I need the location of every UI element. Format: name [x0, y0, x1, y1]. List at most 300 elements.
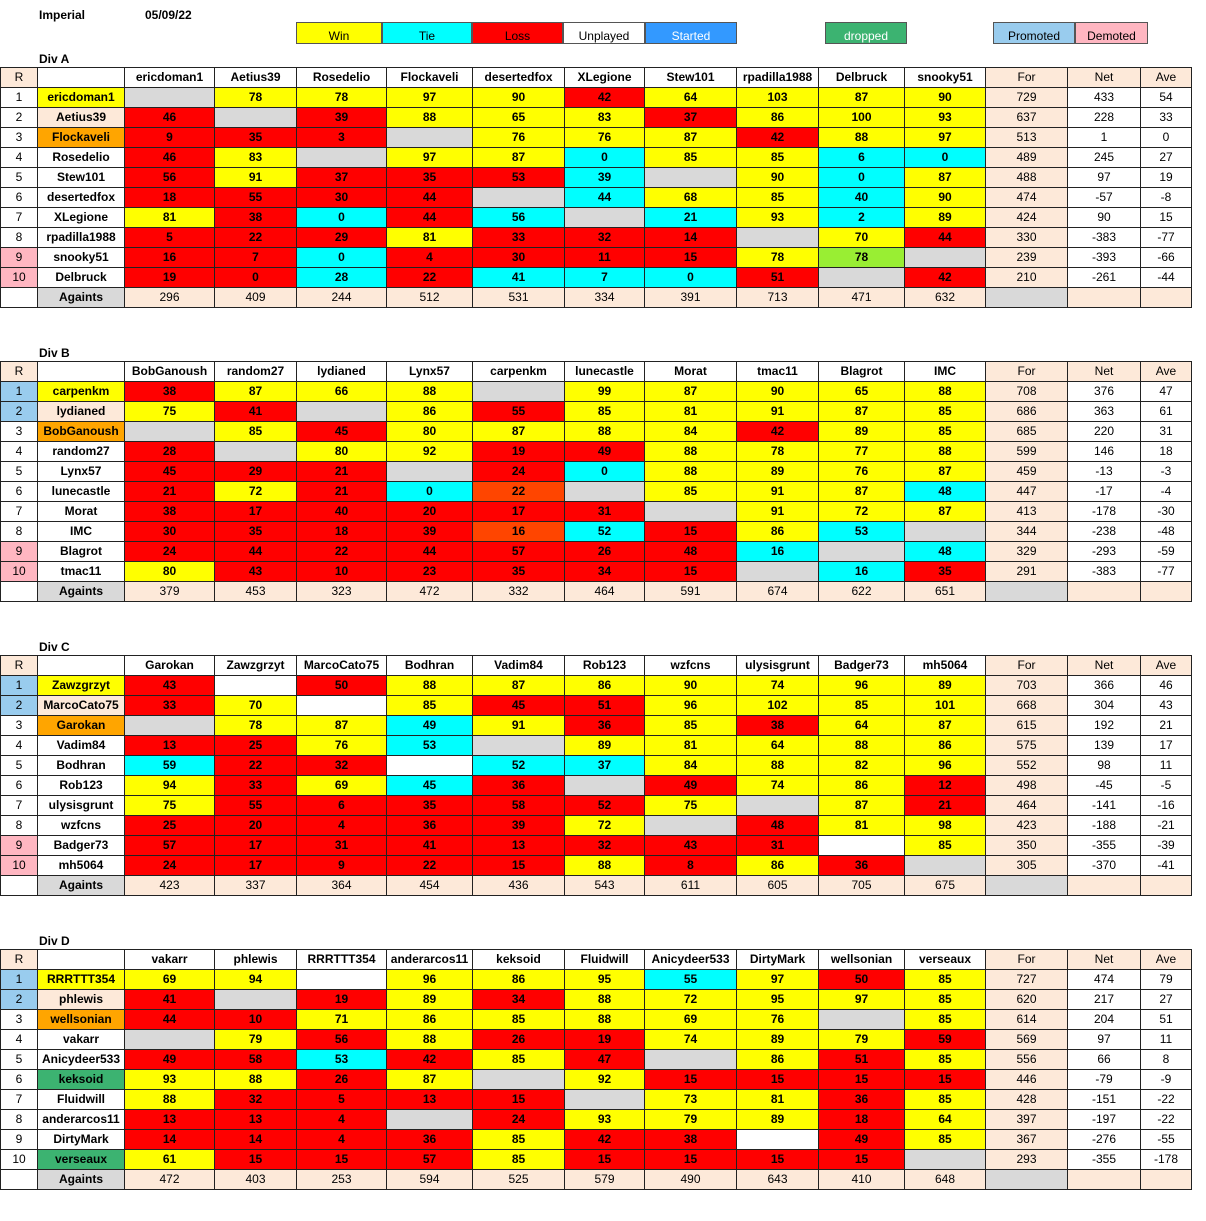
score-cell — [737, 1130, 819, 1150]
score-cell: 42 — [565, 1130, 645, 1150]
score-cell: 35 — [215, 522, 297, 542]
player-name: BobGanoush — [38, 422, 125, 442]
player-name: Lynx57 — [38, 462, 125, 482]
header-row — [1, 362, 1192, 382]
header-row — [1, 656, 1192, 676]
score-cell: 85 — [565, 402, 645, 422]
score-cell: 85 — [645, 716, 737, 736]
score-cell: 15 — [819, 1150, 905, 1170]
score-cell: 93 — [737, 208, 819, 228]
againts-cell: 648 — [905, 1170, 986, 1190]
score-cell — [737, 228, 819, 248]
ave-header: Ave — [1141, 656, 1192, 676]
againts-cell: 391 — [645, 288, 737, 308]
player-name: phlewis — [38, 990, 125, 1010]
table-row — [1, 402, 1192, 422]
score-cell: 95 — [737, 990, 819, 1010]
score-cell: 84 — [645, 422, 737, 442]
column-header: Bodhran — [387, 656, 473, 676]
player-name: Morat — [38, 502, 125, 522]
ave-cell: -77 — [1141, 562, 1192, 582]
net-header: Net — [1068, 950, 1141, 970]
score-cell: 86 — [473, 970, 565, 990]
score-cell: 76 — [819, 462, 905, 482]
score-cell: 86 — [737, 1050, 819, 1070]
score-cell: 87 — [905, 168, 986, 188]
table-row — [1, 836, 1192, 856]
score-cell: 87 — [215, 382, 297, 402]
score-cell: 15 — [905, 1070, 986, 1090]
score-cell: 18 — [297, 522, 387, 542]
score-cell: 44 — [125, 1010, 215, 1030]
score-cell: 2 — [819, 208, 905, 228]
column-header: Flockaveli — [387, 68, 473, 88]
score-cell: 89 — [819, 422, 905, 442]
score-cell: 12 — [905, 776, 986, 796]
score-cell: 19 — [125, 268, 215, 288]
player-name: lunecastle — [38, 482, 125, 502]
table-row — [1, 482, 1192, 502]
table-row — [1, 716, 1192, 736]
score-cell: 31 — [297, 836, 387, 856]
rank-cell: 8 — [1, 522, 38, 542]
ave-cell: 51 — [1141, 1010, 1192, 1030]
for-cell: 513 — [986, 128, 1068, 148]
score-cell: 0 — [215, 268, 297, 288]
for-cell: 464 — [986, 796, 1068, 816]
player-name: ulysisgrunt — [38, 796, 125, 816]
score-cell: 42 — [565, 88, 645, 108]
column-header: phlewis — [215, 950, 297, 970]
table-row — [1, 148, 1192, 168]
score-cell: 93 — [905, 108, 986, 128]
score-cell: 36 — [473, 776, 565, 796]
player-name: vakarr — [38, 1030, 125, 1050]
rank-cell: 7 — [1, 502, 38, 522]
score-cell: 64 — [819, 716, 905, 736]
net-cell: -383 — [1068, 228, 1141, 248]
score-cell: 41 — [473, 268, 565, 288]
rank-header: R — [1, 950, 38, 970]
score-cell — [473, 1070, 565, 1090]
score-cell: 21 — [297, 482, 387, 502]
score-cell: 87 — [645, 128, 737, 148]
net-cell: -261 — [1068, 268, 1141, 288]
againts-net-blank — [1068, 288, 1141, 308]
score-cell: 85 — [905, 1090, 986, 1110]
ave-cell: 61 — [1141, 402, 1192, 422]
table-row — [1, 562, 1192, 582]
score-cell: 40 — [297, 502, 387, 522]
ave-cell: -30 — [1141, 502, 1192, 522]
againts-cell: 323 — [297, 582, 387, 602]
score-cell: 41 — [125, 990, 215, 1010]
rank-cell: 8 — [1, 816, 38, 836]
score-cell: 56 — [473, 208, 565, 228]
score-cell: 89 — [387, 990, 473, 1010]
score-cell: 48 — [737, 816, 819, 836]
score-cell: 53 — [473, 168, 565, 188]
for-cell: 729 — [986, 88, 1068, 108]
net-cell: 97 — [1068, 1030, 1141, 1050]
for-cell: 291 — [986, 562, 1068, 582]
net-cell: 139 — [1068, 736, 1141, 756]
againts-cell: 296 — [125, 288, 215, 308]
for-cell: 637 — [986, 108, 1068, 128]
score-cell: 89 — [737, 462, 819, 482]
score-cell: 87 — [905, 716, 986, 736]
column-header: Badger73 — [819, 656, 905, 676]
score-cell: 17 — [215, 502, 297, 522]
score-cell — [215, 442, 297, 462]
rank-cell: 7 — [1, 1090, 38, 1110]
rank-cell: 4 — [1, 736, 38, 756]
againts-cell: 409 — [215, 288, 297, 308]
column-header: Garokan — [125, 656, 215, 676]
rank-cell: 5 — [1, 168, 38, 188]
score-cell: 88 — [819, 736, 905, 756]
net-cell: -45 — [1068, 776, 1141, 796]
column-header: XLegione — [565, 68, 645, 88]
score-cell: 33 — [473, 228, 565, 248]
score-cell: 72 — [645, 990, 737, 1010]
player-name: desertedfox — [38, 188, 125, 208]
score-cell: 75 — [645, 796, 737, 816]
score-cell: 17 — [215, 856, 297, 876]
score-cell — [215, 108, 297, 128]
score-cell — [819, 268, 905, 288]
player-name: mh5064 — [38, 856, 125, 876]
player-name: wellsonian — [38, 1010, 125, 1030]
score-cell — [905, 522, 986, 542]
table-row — [1, 736, 1192, 756]
score-cell: 101 — [905, 696, 986, 716]
rank-cell: 3 — [1, 1010, 38, 1030]
score-cell: 80 — [297, 442, 387, 462]
score-cell: 44 — [387, 208, 473, 228]
score-cell: 87 — [819, 482, 905, 502]
ave-cell: 54 — [1141, 88, 1192, 108]
score-cell: 85 — [645, 148, 737, 168]
score-cell: 37 — [565, 756, 645, 776]
for-cell: 614 — [986, 1010, 1068, 1030]
score-cell: 10 — [215, 1010, 297, 1030]
table-row — [1, 268, 1192, 288]
column-header: rpadilla1988 — [737, 68, 819, 88]
for-cell: 620 — [986, 990, 1068, 1010]
score-cell: 20 — [387, 502, 473, 522]
score-cell: 102 — [737, 696, 819, 716]
score-cell: 90 — [905, 88, 986, 108]
score-cell: 70 — [819, 228, 905, 248]
againts-cell: 591 — [645, 582, 737, 602]
score-cell: 96 — [387, 970, 473, 990]
againts-cell: 594 — [387, 1170, 473, 1190]
score-cell: 0 — [819, 168, 905, 188]
net-header: Net — [1068, 362, 1141, 382]
for-header: For — [986, 68, 1068, 88]
score-cell: 51 — [737, 268, 819, 288]
ave-cell: -9 — [1141, 1070, 1192, 1090]
score-cell — [645, 1050, 737, 1070]
score-cell: 78 — [737, 248, 819, 268]
player-name: Rosedelio — [38, 148, 125, 168]
rank-header: R — [1, 68, 38, 88]
againts-ave-blank — [1141, 1170, 1192, 1190]
score-cell: 58 — [215, 1050, 297, 1070]
ave-cell: 79 — [1141, 970, 1192, 990]
for-cell: 575 — [986, 736, 1068, 756]
table-row — [1, 1050, 1192, 1070]
rank-cell: 9 — [1, 248, 38, 268]
table-row — [1, 1030, 1192, 1050]
score-cell: 87 — [387, 1070, 473, 1090]
score-cell: 45 — [473, 696, 565, 716]
score-cell: 26 — [297, 1070, 387, 1090]
againts-label: Againts — [38, 1170, 125, 1190]
player-name: random27 — [38, 442, 125, 462]
score-cell: 103 — [737, 88, 819, 108]
score-cell: 89 — [905, 208, 986, 228]
againts-cell: 512 — [387, 288, 473, 308]
column-header: desertedfox — [473, 68, 565, 88]
rank-cell: 1 — [1, 88, 38, 108]
ave-cell: -41 — [1141, 856, 1192, 876]
score-cell: 98 — [905, 816, 986, 836]
rank-cell: 9 — [1, 542, 38, 562]
score-cell: 15 — [645, 562, 737, 582]
for-header: For — [986, 656, 1068, 676]
againts-cell: 622 — [819, 582, 905, 602]
score-cell: 90 — [645, 676, 737, 696]
score-cell: 88 — [387, 676, 473, 696]
for-cell: 552 — [986, 756, 1068, 776]
net-cell: -188 — [1068, 816, 1141, 836]
score-cell: 92 — [387, 442, 473, 462]
score-cell: 87 — [473, 148, 565, 168]
score-cell: 32 — [565, 228, 645, 248]
score-cell: 85 — [905, 970, 986, 990]
score-cell: 40 — [819, 188, 905, 208]
net-cell: -238 — [1068, 522, 1141, 542]
score-cell — [565, 1090, 645, 1110]
score-cell: 25 — [215, 736, 297, 756]
column-header: BobGanoush — [125, 362, 215, 382]
score-cell: 59 — [125, 756, 215, 776]
ave-cell: -77 — [1141, 228, 1192, 248]
score-cell: 70 — [215, 696, 297, 716]
name-header — [38, 950, 125, 970]
score-cell: 44 — [905, 228, 986, 248]
score-cell: 20 — [215, 816, 297, 836]
column-header: carpenkm — [473, 362, 565, 382]
score-cell: 88 — [819, 128, 905, 148]
againts-spacer — [1, 582, 38, 602]
player-name: Flockaveli — [38, 128, 125, 148]
score-cell: 59 — [905, 1030, 986, 1050]
score-cell: 88 — [565, 1010, 645, 1030]
againts-ave-blank — [1141, 582, 1192, 602]
header-row — [1, 68, 1192, 88]
column-header: Rob123 — [565, 656, 645, 676]
score-cell: 74 — [645, 1030, 737, 1050]
score-cell: 89 — [565, 736, 645, 756]
score-cell: 90 — [737, 382, 819, 402]
table-row — [1, 248, 1192, 268]
net-cell: -383 — [1068, 562, 1141, 582]
rank-cell: 4 — [1, 148, 38, 168]
score-cell: 76 — [473, 128, 565, 148]
net-cell: 363 — [1068, 402, 1141, 422]
rank-cell: 6 — [1, 1070, 38, 1090]
ave-cell: -48 — [1141, 522, 1192, 542]
score-cell: 0 — [565, 462, 645, 482]
score-cell: 26 — [473, 1030, 565, 1050]
table-row — [1, 382, 1192, 402]
againts-cell: 675 — [905, 876, 986, 896]
score-cell: 95 — [565, 970, 645, 990]
score-cell: 4 — [297, 816, 387, 836]
table-row — [1, 1110, 1192, 1130]
againts-for-blank — [986, 876, 1068, 896]
rank-cell: 6 — [1, 188, 38, 208]
score-cell: 79 — [819, 1030, 905, 1050]
table-row — [1, 522, 1192, 542]
score-cell: 30 — [473, 248, 565, 268]
score-cell: 35 — [473, 562, 565, 582]
againts-cell: 531 — [473, 288, 565, 308]
for-cell: 367 — [986, 1130, 1068, 1150]
score-cell: 87 — [473, 422, 565, 442]
player-name: Aetius39 — [38, 108, 125, 128]
score-cell — [645, 816, 737, 836]
division-table — [0, 655, 1192, 896]
score-cell: 77 — [819, 442, 905, 462]
division-table — [0, 67, 1192, 308]
column-header: Aetius39 — [215, 68, 297, 88]
score-cell: 93 — [125, 1070, 215, 1090]
againts-cell: 464 — [565, 582, 645, 602]
legend-dropped: dropped — [825, 22, 907, 44]
score-cell — [297, 402, 387, 422]
score-cell: 15 — [645, 248, 737, 268]
score-cell — [387, 462, 473, 482]
score-cell: 36 — [387, 816, 473, 836]
rank-cell: 7 — [1, 208, 38, 228]
name-header — [38, 656, 125, 676]
for-cell: 350 — [986, 836, 1068, 856]
score-cell: 57 — [125, 836, 215, 856]
score-cell: 87 — [297, 716, 387, 736]
score-cell: 52 — [473, 756, 565, 776]
rank-cell: 4 — [1, 1030, 38, 1050]
score-cell: 90 — [737, 168, 819, 188]
net-cell: 1 — [1068, 128, 1141, 148]
for-cell: 556 — [986, 1050, 1068, 1070]
score-cell — [819, 836, 905, 856]
player-name: Garokan — [38, 716, 125, 736]
for-cell: 668 — [986, 696, 1068, 716]
column-header: ulysisgrunt — [737, 656, 819, 676]
score-cell: 69 — [297, 776, 387, 796]
score-cell: 5 — [297, 1090, 387, 1110]
net-cell: 217 — [1068, 990, 1141, 1010]
score-cell: 0 — [297, 208, 387, 228]
againts-cell: 643 — [737, 1170, 819, 1190]
ave-cell: -22 — [1141, 1110, 1192, 1130]
againts-cell: 611 — [645, 876, 737, 896]
score-cell — [387, 1110, 473, 1130]
score-cell — [473, 382, 565, 402]
ave-cell: 46 — [1141, 676, 1192, 696]
againts-cell: 436 — [473, 876, 565, 896]
ave-cell: 0 — [1141, 128, 1192, 148]
player-name: snooky51 — [38, 248, 125, 268]
player-name: anderarcos11 — [38, 1110, 125, 1130]
ave-cell: -5 — [1141, 776, 1192, 796]
againts-net-blank — [1068, 876, 1141, 896]
againts-ave-blank — [1141, 876, 1192, 896]
againts-for-blank — [986, 582, 1068, 602]
division-table — [0, 949, 1192, 1190]
score-cell: 22 — [297, 542, 387, 562]
player-name: RRRTTT354 — [38, 970, 125, 990]
score-cell: 99 — [565, 382, 645, 402]
score-cell: 91 — [737, 502, 819, 522]
score-cell: 24 — [125, 856, 215, 876]
score-cell: 57 — [387, 1150, 473, 1170]
score-cell: 31 — [737, 836, 819, 856]
rank-cell: 6 — [1, 482, 38, 502]
score-cell: 49 — [125, 1050, 215, 1070]
score-cell: 29 — [297, 228, 387, 248]
score-cell: 51 — [819, 1050, 905, 1070]
score-cell: 86 — [737, 856, 819, 876]
againts-row — [1, 288, 1192, 308]
net-cell: 98 — [1068, 756, 1141, 776]
net-cell: -57 — [1068, 188, 1141, 208]
score-cell: 32 — [215, 1090, 297, 1110]
column-header: DirtyMark — [737, 950, 819, 970]
score-cell: 18 — [125, 188, 215, 208]
rank-cell: 5 — [1, 462, 38, 482]
score-cell: 33 — [125, 696, 215, 716]
player-name: XLegione — [38, 208, 125, 228]
legend-demoted: Demoted — [1075, 22, 1148, 44]
score-cell: 0 — [905, 148, 986, 168]
score-cell: 88 — [387, 108, 473, 128]
score-cell: 22 — [473, 482, 565, 502]
againts-cell: 244 — [297, 288, 387, 308]
score-cell: 53 — [819, 522, 905, 542]
player-name: MarcoCato75 — [38, 696, 125, 716]
net-cell: -178 — [1068, 502, 1141, 522]
score-cell: 90 — [905, 188, 986, 208]
againts-cell: 253 — [297, 1170, 387, 1190]
score-cell: 97 — [905, 128, 986, 148]
legend-promoted: Promoted — [993, 22, 1075, 44]
player-name: wzfcns — [38, 816, 125, 836]
player-name: Fluidwill — [38, 1090, 125, 1110]
net-cell: 220 — [1068, 422, 1141, 442]
score-cell — [125, 1030, 215, 1050]
score-cell: 78 — [215, 88, 297, 108]
score-cell: 15 — [473, 1090, 565, 1110]
player-name: Rob123 — [38, 776, 125, 796]
score-cell: 21 — [297, 462, 387, 482]
column-header: Blagrot — [819, 362, 905, 382]
for-cell: 446 — [986, 1070, 1068, 1090]
